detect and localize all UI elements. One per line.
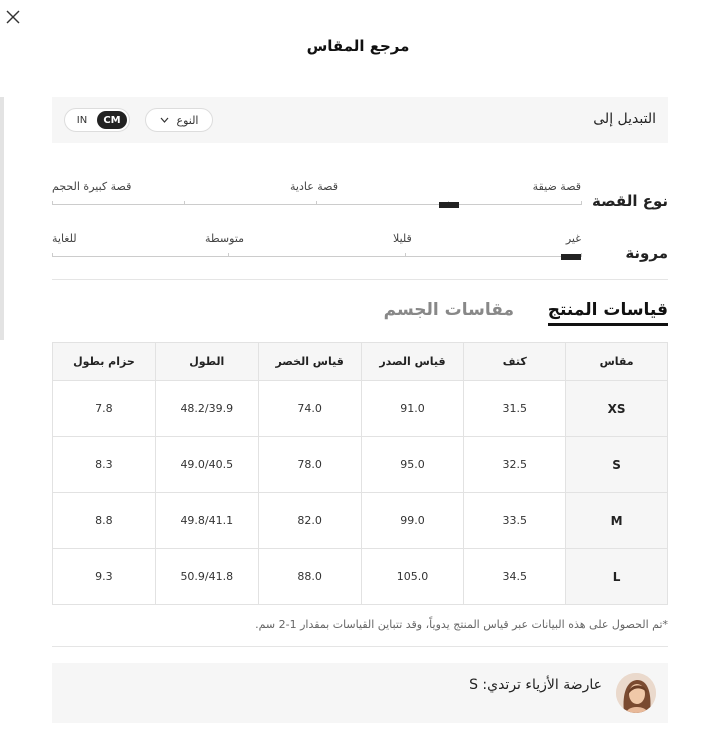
stretch-option-high: للغاية <box>52 232 77 245</box>
column-header: قياس الصدر <box>361 343 464 381</box>
convert-label: التبديل إلى <box>593 111 656 127</box>
stretch-scale <box>52 251 582 261</box>
divider <box>52 279 668 280</box>
table-cell: 48.2/39.9 <box>155 381 258 437</box>
fit-option-slim: قصة ضيقة <box>532 180 581 193</box>
table-cell: 88.0 <box>258 549 361 605</box>
table-row <box>53 493 668 549</box>
table-cell: 74.0 <box>258 381 361 437</box>
measurement-note: *تم الحصول على هذه البيانات عبر قياس المنتج يدوياً، وقد تتباين القياسات بمقدار 1-2 سم. <box>255 618 668 631</box>
fit-option-oversized: قصة كبيرة الحجم <box>52 180 132 193</box>
stretch-option-none: غير <box>565 232 581 245</box>
table-cell: 82.0 <box>258 493 361 549</box>
table-cell: 32.5 <box>464 437 566 493</box>
table-header-row <box>53 343 668 381</box>
size-cell: L <box>566 549 668 605</box>
stretch-marker <box>561 254 581 260</box>
unit-toggle[interactable] <box>64 108 130 132</box>
fit-type-title: نوع القصة <box>592 192 668 210</box>
table-cell: 31.5 <box>464 381 566 437</box>
scrollbar[interactable] <box>0 97 4 340</box>
stretch-row <box>52 230 668 260</box>
table-cell: 8.8 <box>53 493 156 549</box>
size-table <box>52 342 668 605</box>
model-info-box <box>52 663 668 723</box>
column-header: كتف <box>464 343 566 381</box>
size-cell: XS <box>566 381 668 437</box>
table-cell: 105.0 <box>361 549 464 605</box>
fit-type-scale <box>52 199 582 209</box>
table-cell: 99.0 <box>361 493 464 549</box>
fit-type-marker <box>439 202 459 208</box>
size-cell: M <box>566 493 668 549</box>
fit-option-regular: قصة عادية <box>290 180 338 193</box>
avatar <box>616 673 656 713</box>
table-row <box>53 437 668 493</box>
table-cell: 34.5 <box>464 549 566 605</box>
divider <box>52 646 668 647</box>
table-cell: 95.0 <box>361 437 464 493</box>
tab-body-measurements[interactable]: مقاسات الجسم <box>383 300 514 320</box>
page-title: مرجع المقاس <box>306 37 410 55</box>
table-cell: 50.9/41.8 <box>155 549 258 605</box>
table-cell: 8.3 <box>53 437 156 493</box>
column-header: الطول <box>155 343 258 381</box>
table-cell: 7.8 <box>53 381 156 437</box>
column-header: مقاس <box>566 343 668 381</box>
type-select[interactable] <box>145 108 213 132</box>
table-cell: 78.0 <box>258 437 361 493</box>
unit-option-in[interactable]: IN <box>76 114 88 126</box>
close-icon <box>4 8 22 26</box>
table-cell: 9.3 <box>53 549 156 605</box>
column-header: حزام بطول <box>53 343 156 381</box>
table-cell: 49.8/41.1 <box>155 493 258 549</box>
stretch-title: مرونة <box>625 244 668 262</box>
table-cell: 91.0 <box>361 381 464 437</box>
unit-option-cm[interactable]: CM <box>97 111 127 129</box>
size-cell: S <box>566 437 668 493</box>
table-cell: 49.0/40.5 <box>155 437 258 493</box>
stretch-option-slight: قليلا <box>393 232 412 245</box>
table-row <box>53 549 668 605</box>
close-button[interactable] <box>4 8 22 26</box>
column-header: قياس الخصر <box>258 343 361 381</box>
table-cell: 33.5 <box>464 493 566 549</box>
fit-type-row <box>52 178 668 208</box>
unit-convert-bar <box>52 97 668 143</box>
type-select-label: النوع <box>176 113 199 127</box>
tab-product-measurements[interactable]: قياسات المنتج <box>548 300 668 326</box>
stretch-option-medium: متوسطة <box>205 232 245 245</box>
measurement-tabs <box>52 300 668 326</box>
table-row <box>53 381 668 437</box>
chevron-down-icon <box>160 117 169 123</box>
model-wearing-text: عارضة الأزياء ترتدي: S <box>469 677 602 693</box>
